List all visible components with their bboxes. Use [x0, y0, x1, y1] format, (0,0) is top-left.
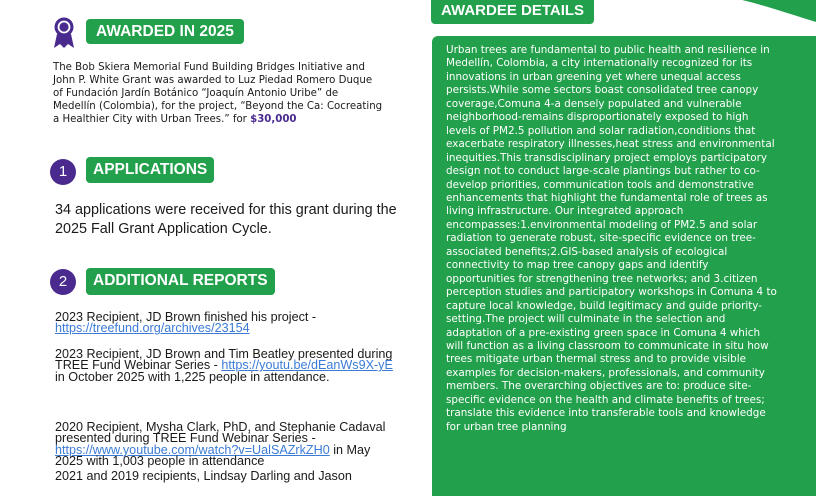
award-description: The Bob Skiera Memorial Fund Building Bridges Initiative and John P. White Grant was awarded to Luz Piedad Romero Duque of Fundación Jardín Botánico “Joaquín Antonio Uribe” de Medellín (Colombia), for the project, “Beyond the Ca: Cocreating a Healthier City with Urban Trees.” for $30,000: [53, 62, 383, 125]
applications-text: 34 applications were received for this grant during the 2025 Fall Grant Application Cycle.: [55, 202, 397, 237]
report-item: 2021 and 2019 recipients, Lindsay Darling and Jason: [55, 469, 352, 483]
report-link[interactable]: https://youtu.be/dEanWs9X-yE: [221, 358, 393, 373]
report-item: 2023 Recipient, JD Brown and Tim Beatley presented during TREE Fund Webinar Series - https://youtu.be/dEanWs9X-yE in October 2025 with 1,225 people in attendance.: [55, 347, 393, 384]
report-link[interactable]: https://treefund.org/archives/23154: [55, 321, 250, 336]
report-link[interactable]: https://www.youtube.com/watch?v=UalSAZrkZH0: [55, 442, 330, 457]
award-amount: $30,000: [250, 113, 297, 125]
awardee-details-text: Urban trees are fundamental to public health and resilience in Medellín, Colombia, a city internationally recognized for its innovations in urban greening yet where unequal access persists.While some sectors boast consolidated tree canopy coverage,Comuna 4-a densely populated and vulnerable neighborhood-remains disproportionately exposed to high levels of PM2.5 pollution and solar radiation,conditions that exacerbate respiratory illnesses,heat stress and environmental inequities.This transdisciplinary project employs participatory design not to conduct large-scale plantings but rather to co-develop priorities, communication tools and demonstrative enhancements that highlight the fundamental role of trees as living infrastructure. Our integrated approach encompasses:1.environmental modeling of PM2.5 and solar radiation to generate robust, site-specific evidence on tree-associated benefits;2.GIS-based analysis of ecological connectivity to map tree canopy gaps and identify opportunities for strengthening tree networks; and 3.citizen perception studies and participatory workshops in Comuna 4 to capture local knowledge, build legitimacy and guide priority-setting.The project will culminate in the selection and adaptation of a pre-existing green space in Comuna 4 which will function as a living classroom to communicate in situ how trees mitigate urban thermal stress and to provide visible examples for decision-makers, professionals, and community members. The overarching objectives are to: produce site-specific evidence on the health and climate benefits of trees; translate this evidence into transferable tools and knowledge for urban tree planning: [446, 44, 777, 433]
section-number-badge: 2: [50, 269, 76, 295]
additional-reports-heading: ADDITIONAL REPORTS: [86, 268, 275, 295]
award-ribbon-icon: [53, 17, 75, 49]
corner-decoration: [700, 0, 816, 26]
applications-heading: APPLICATIONS: [86, 157, 214, 183]
awarded-heading: AWARDED IN 2025: [86, 19, 244, 44]
report-item: 2020 Recipient, Mysha Clark, PhD, and Stephanie Cadaval presented during TREE Fund Webinar Series - https://www.youtube.com/watch?v=UalSAZrkZH0 in May 2025 with 1,003 people in attendance: [55, 420, 386, 469]
awardee-details-heading: AWARDEE DETAILS: [431, 0, 594, 24]
section-number-badge: 1: [50, 159, 76, 185]
report-item: 2023 Recipient, JD Brown finished his project - https://treefund.org/archives/23154: [55, 310, 317, 336]
